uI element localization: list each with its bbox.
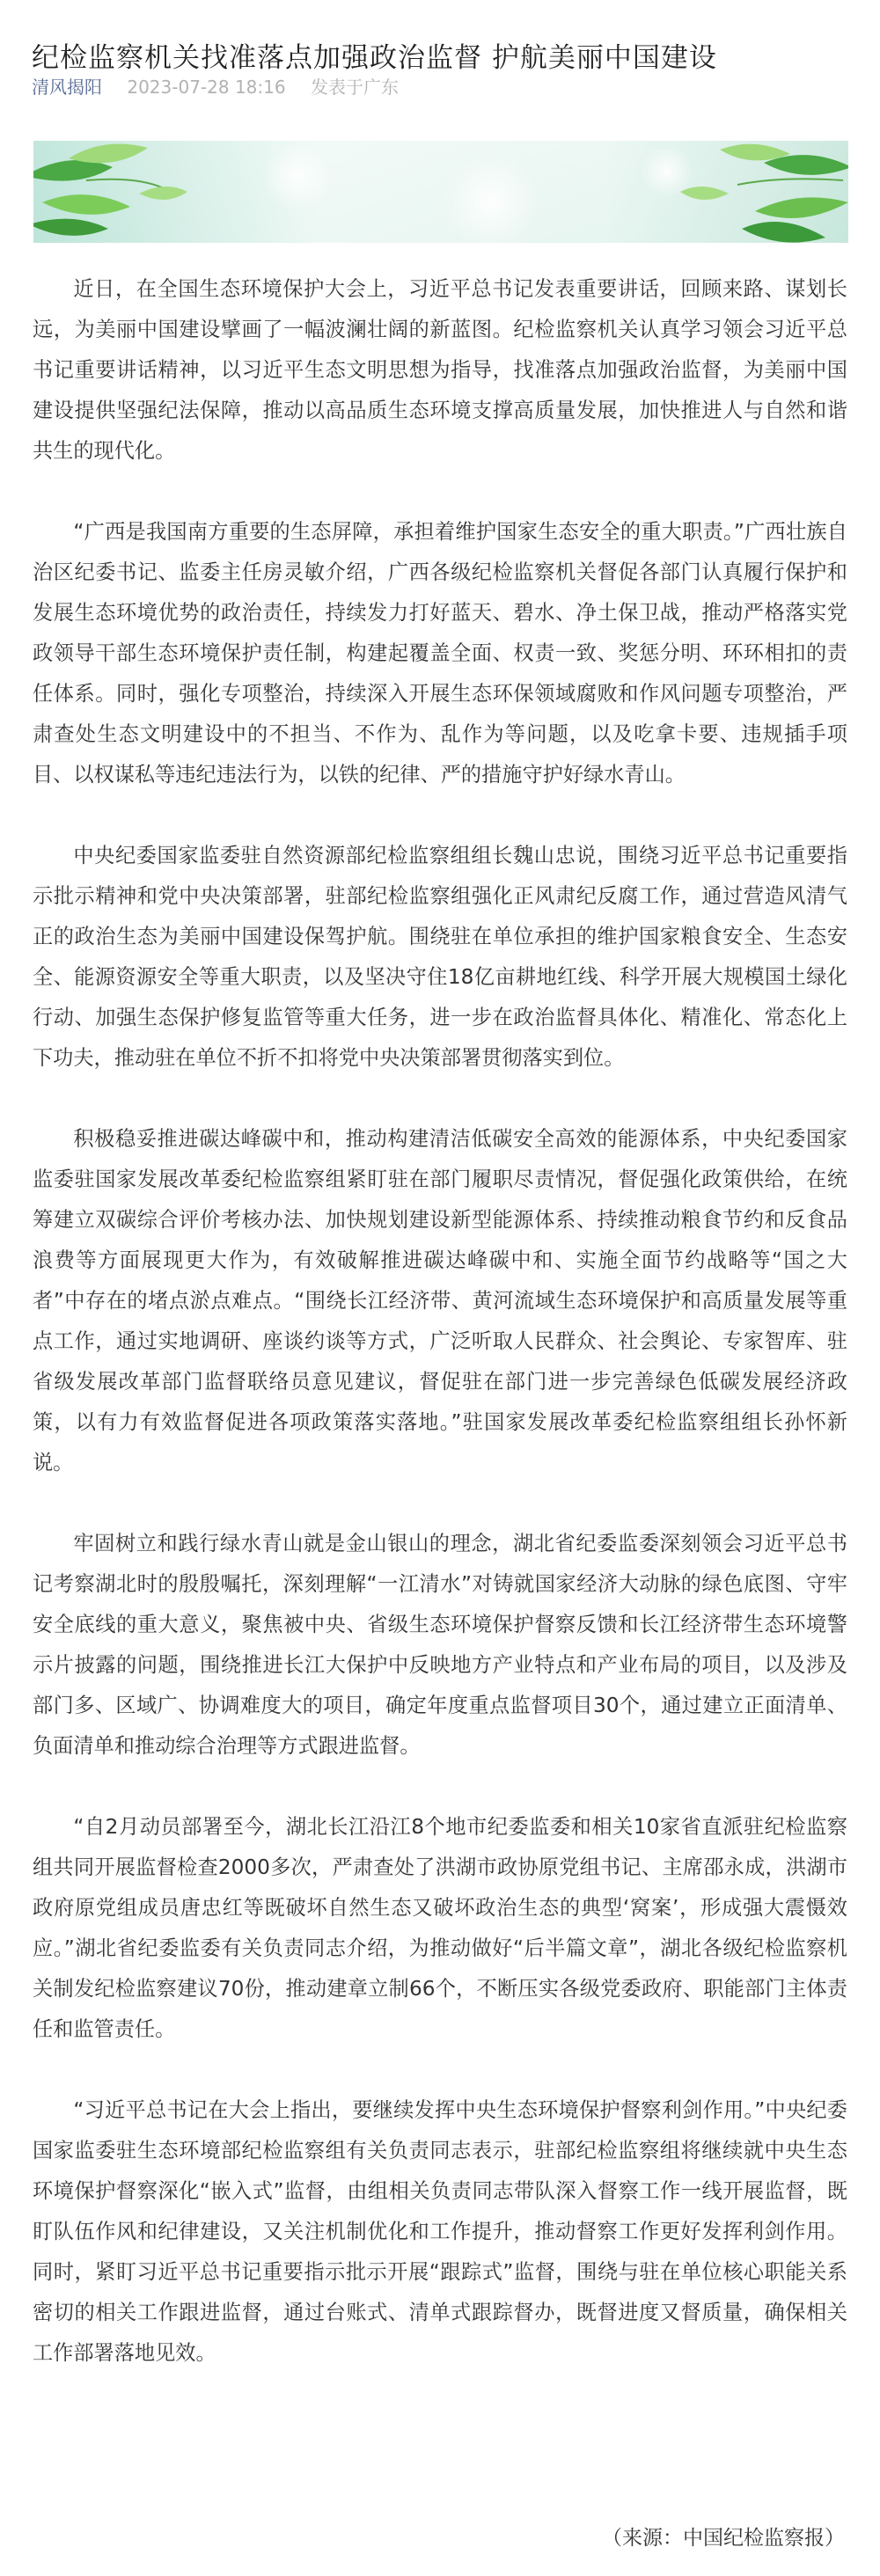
publish-location: 发表于广东: [310, 77, 399, 98]
article-paragraph: 积极稳妥推进碳达峰碳中和，推动构建清洁低碳安全高效的能源体系，中央纪委国家监委驻国家发展改革委纪检监察组紧盯驻在部门履职尽责情况，督促强化政策供给，在统筹建立双碳综合评价考核办法、加快规划建设新型能源体系、持续推动粮食节约和反食品浪费等方面展现更大作为，有效破解推进碳达峰碳中和、实施全面节约战略等“国之大者”中存在的堵点淤点难点。“围绕长江经济带、黄河流域生态环境保护和高质量发展等重点工作，通过实地调研、座谈约谈等方式，广泛听取人民群众、社会舆论、专家智库、驻省级发展改革部门监督联络员意见建议，督促驻在部门进一步完善绿色低碳发展经济政策，以有力有效监督促进各项政策落实落地。”驻国家发展改革委纪检监察组组长孙怀新说。: [33, 1127, 847, 1475]
article-paragraph: “自2月动员部署至今，湖北长江沿江8个地市纪委监委和相关10家省直派驻纪检监察组共同开展监督检查2000多次，严肃查处了洪湖市政协原党组书记、主席邵永成，洪湖市政府原党组成员唐忠红等既破坏自然生态又破坏政治生态的典型‘窝案’，形成强大震慑效应。”湖北省纪委监委有关负责同志介绍，为推动做好“后半篇文章”，湖北各级纪检监察机关制发纪检监察建议70份，推动建章立制66个，不断压实各级党委政府、职能部门主体责任和监管责任。: [33, 1815, 847, 2041]
article-paragraph: 中央纪委国家监委驻自然资源部纪检监察组组长魏山忠说，围绕习近平总书记重要指示批示精神和党中央决策部署，驻部纪检监察组强化正风肃纪反腐工作，通过营造风清气正的政治生态为美丽中国建设保驾护航。围绕驻在单位承担的维护国家粮食安全、生态安全、能源资源安全等重大职责，以及坚决守住18亿亩耕地红线、科学开展大规模国土绿化行动、加强生态保护修复监管等重大任务，进一步在政治监督具体化、精准化、常态化上下功夫，推动驻在单位不折不扣将党中央决策部署贯彻落实到位。: [33, 844, 847, 1070]
author-link[interactable]: 清风揭阳: [32, 77, 102, 98]
article-title: 纪检监察机关找准落点加强政治监督 护航美丽中国建设: [32, 41, 717, 74]
publish-date: 2023-07-28 18:16: [127, 77, 286, 98]
article-meta: [32, 74, 399, 100]
article-paragraph: 牢固树立和践行绿水青山就是金山银山的理念，湖北省纪委监委深刻领会习近平总书记考察湖北时的殷殷嘱托，深刻理解“一江清水”对铸就国家经济大动脉的绿色底图、守牢安全底线的重大意义，聚焦被中央、省级生态环境保护督察反馈和长江经济带生态环境警示片披露的问题，围绕推进长江大保护中反映地方产业特点和产业布局的项目，以及涉及部门多、区域广、协调难度大的项目，确定年度重点监督项目30个，通过建立正面清单、负面清单和推动综合治理等方式跟进监督。: [33, 1532, 847, 1758]
article-source: （来源：中国纪检监察报）: [602, 2527, 845, 2550]
article-paragraph: 近日，在全国生态环境保护大会上，习近平总书记发表重要讲话，回顾来路、谋划长远，为美丽中国建设擘画了一幅波澜壮阔的新蓝图。纪检监察机关认真学习领会习近平总书记重要讲话精神，以习近平生态文明思想为指导，找准落点加强政治监督，为美丽中国建设提供坚强纪法保障，推动以高品质生态环境支撑高质量发展，加快推进人与自然和谐共生的现代化。: [33, 277, 847, 463]
banner-illustration: [33, 141, 848, 243]
article-body: [33, 269, 847, 2374]
article-paragraph: “广西是我国南方重要的生态屏障，承担着维护国家生态安全的重大职责。”广西壮族自治区纪委书记、监委主任房灵敏介绍，广西各级纪检监察机关督促各部门认真履行保护和发展生态环境优势的政治责任，持续发力打好蓝天、碧水、净土保卫战，推动严格落实党政领导干部生态环境保护责任制，构建起覆盖全面、权责一致、奖惩分明、环环相扣的责任体系。同时，强化专项整治，持续深入开展生态环保领域腐败和作风问题专项整治，严肃查处生态文明建设中的不担当、不作为、乱作为等问题，以及吃拿卡要、违规插手项目、以权谋私等违纪违法行为，以铁的纪律、严的措施守护好绿水青山。: [33, 520, 847, 787]
green-leaves-banner: [33, 141, 848, 243]
article-paragraph: “习近平总书记在大会上指出，要继续发挥中央生态环境保护督察利剑作用。”中央纪委国家监委驻生态环境部纪检监察组有关负责同志表示，驻部纪检监察组将继续就中央生态环境保护督察深化“嵌入式”监督，由组相关负责同志带队深入督察工作一线开展监督，既盯队伍作风和纪律建设，又关注机制优化和工作提升，推动督察工作更好发挥利剑作用。同时，紧盯习近平总书记重要指示批示开展“跟踪式”监督，围绕与驻在单位核心职能关系密切的相关工作跟进监督，通过台账式、清单式跟踪督办，既督进度又督质量，确保相关工作部署落地见效。: [33, 2098, 847, 2365]
